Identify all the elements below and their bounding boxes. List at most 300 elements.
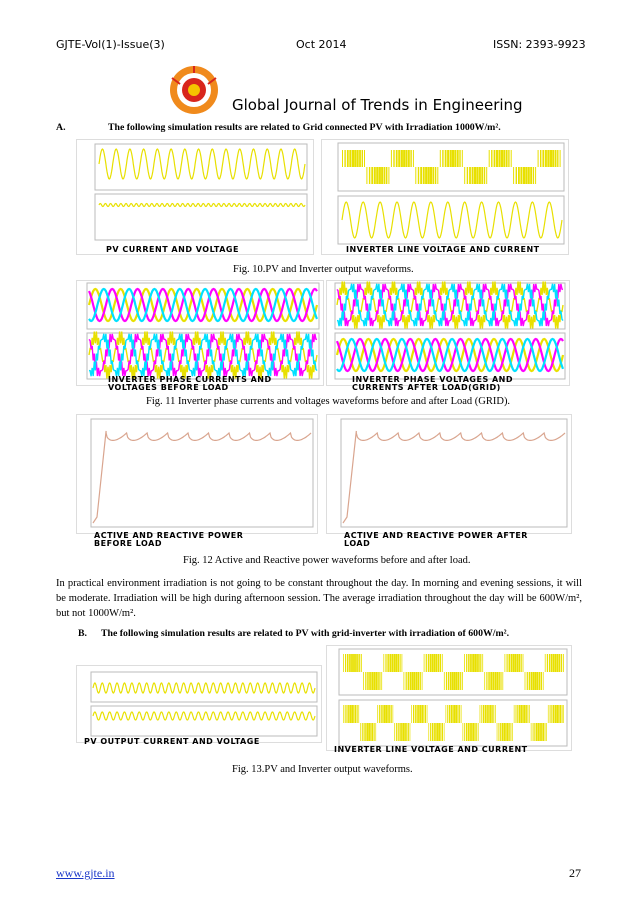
pwm-pulse bbox=[545, 654, 546, 672]
pwm-pulse bbox=[507, 723, 508, 741]
pwm-pulse bbox=[408, 150, 410, 167]
pwm-pulse bbox=[551, 654, 553, 672]
pwm-pulse bbox=[343, 705, 344, 723]
pwm-pulse bbox=[473, 723, 474, 741]
pwm-pulse bbox=[444, 672, 445, 690]
pwm-pulse bbox=[513, 167, 514, 184]
pwm-pulse bbox=[440, 654, 441, 672]
pwm-pulse bbox=[484, 672, 485, 690]
fig11-before-load-plot bbox=[76, 280, 324, 386]
pwm-pulse bbox=[486, 705, 488, 723]
footer-website-link[interactable]: www.gjte.in bbox=[56, 866, 115, 880]
fig11-after-svg bbox=[327, 281, 569, 385]
pwm-pulse bbox=[365, 723, 366, 741]
pwm-pulse bbox=[414, 672, 416, 690]
pwm-pulse bbox=[467, 167, 468, 184]
pwm-pulse bbox=[512, 723, 513, 741]
pwm-pulse bbox=[342, 150, 343, 167]
pwm-pulse bbox=[505, 723, 507, 741]
footer-page-number: 27 bbox=[569, 866, 581, 880]
fig12-right-label-2: LOAD bbox=[344, 539, 371, 548]
pwm-pulse bbox=[424, 654, 425, 672]
pwm-pulse bbox=[396, 150, 398, 167]
pwm-pulse bbox=[386, 167, 387, 184]
pwm-pulse bbox=[428, 167, 430, 184]
pwm-pulse bbox=[449, 705, 450, 723]
pwm-pulse bbox=[357, 654, 359, 672]
pwm-pulse bbox=[459, 705, 460, 723]
pwm-pulse bbox=[500, 672, 501, 690]
pwm-pulse bbox=[498, 150, 500, 167]
pwm-pulse bbox=[451, 705, 452, 723]
pwm-pulse bbox=[440, 723, 441, 741]
fig11-before-svg bbox=[77, 281, 323, 385]
pwm-pulse bbox=[450, 150, 452, 167]
pwm-pulse bbox=[533, 167, 534, 184]
header-volume: GJTE-Vol(1)-Issue(3) bbox=[56, 38, 165, 51]
pwm-pulse bbox=[496, 672, 498, 690]
pwm-pulse bbox=[435, 167, 436, 184]
pwm-pulse bbox=[367, 672, 369, 690]
pwm-pulse bbox=[492, 672, 494, 690]
pwm-pulse bbox=[353, 654, 355, 672]
fig13-right-label: INVERTER LINE VOLTAGE AND CURRENT bbox=[334, 745, 528, 754]
pwm-pulse bbox=[387, 654, 389, 672]
pwm-pulse bbox=[394, 654, 396, 672]
fig13-inverter-svg bbox=[327, 646, 571, 750]
pwm-pulse bbox=[510, 723, 511, 741]
pwm-pulse bbox=[408, 723, 409, 741]
pwm-pulse bbox=[349, 654, 351, 672]
pwm-pulse bbox=[406, 723, 407, 741]
pwm-pulse bbox=[481, 167, 483, 184]
pwm-pulse bbox=[352, 705, 354, 723]
fig12-after-load-plot bbox=[326, 414, 572, 534]
pwm-pulse bbox=[450, 672, 452, 690]
fig13-left-label: PV OUTPUT CURRENT AND VOLTAGE bbox=[84, 737, 260, 746]
pwm-pulse bbox=[560, 150, 561, 167]
pwm-pulse bbox=[398, 150, 400, 167]
pwm-pulse bbox=[379, 672, 380, 690]
pwm-pulse bbox=[543, 723, 544, 741]
pwm-pulse bbox=[557, 705, 559, 723]
pwm-pulse bbox=[529, 672, 531, 690]
pwm-pulse bbox=[438, 654, 440, 672]
pwm-pulse bbox=[415, 705, 416, 723]
pwm-pulse bbox=[533, 672, 535, 690]
pwm-pulse bbox=[557, 150, 558, 167]
pwm-pulse bbox=[531, 672, 533, 690]
pwm-pulse bbox=[502, 723, 503, 741]
pwm-pulse bbox=[547, 150, 549, 167]
pwm-pulse bbox=[463, 723, 464, 741]
fig12-before-svg bbox=[77, 415, 317, 533]
pwm-pulse bbox=[558, 705, 559, 723]
pwm-pulse bbox=[476, 723, 477, 741]
pwm-pulse bbox=[410, 723, 411, 741]
pwm-pulse bbox=[434, 723, 435, 741]
pwm-pulse bbox=[350, 705, 352, 723]
pwm-pulse bbox=[503, 150, 505, 167]
pwm-pulse bbox=[440, 150, 441, 167]
pwm-pulse bbox=[516, 705, 517, 723]
pwm-pulse bbox=[457, 150, 459, 167]
pwm-pulse bbox=[375, 723, 376, 741]
pwm-pulse bbox=[490, 672, 492, 690]
pwm-pulse bbox=[452, 672, 454, 690]
pwm-pulse bbox=[474, 654, 476, 672]
pwm-pulse bbox=[410, 150, 411, 167]
pwm-pulse bbox=[351, 654, 353, 672]
pwm-pulse bbox=[538, 150, 539, 167]
pwm-pulse bbox=[517, 705, 518, 723]
pwm-pulse bbox=[523, 654, 524, 672]
pwm-pulse bbox=[496, 150, 498, 167]
pwm-pulse bbox=[381, 167, 383, 184]
pwm-pulse bbox=[377, 672, 379, 690]
pwm-pulse bbox=[540, 150, 541, 167]
pwm-pulse bbox=[411, 705, 412, 723]
pwm-pulse bbox=[486, 672, 487, 690]
pwm-pulse bbox=[519, 705, 520, 723]
pwm-pulse bbox=[430, 654, 432, 672]
pwm-pulse bbox=[446, 705, 447, 723]
header-date: Oct 2014 bbox=[296, 38, 347, 51]
pwm-pulse bbox=[452, 705, 454, 723]
pwm-pulse bbox=[504, 723, 506, 741]
pwm-pulse bbox=[502, 672, 503, 690]
pwm-pulse bbox=[439, 723, 440, 741]
pwm-pulse bbox=[357, 150, 359, 167]
pwm-pulse bbox=[523, 167, 525, 184]
pwm-pulse bbox=[404, 672, 405, 690]
pwm-pulse bbox=[464, 654, 465, 672]
pwm-pulse bbox=[539, 723, 541, 741]
pwm-pulse bbox=[518, 167, 520, 184]
pwm-pulse bbox=[456, 705, 457, 723]
pwm-pulse bbox=[462, 150, 463, 167]
pwm-pulse bbox=[509, 654, 511, 672]
pwm-pulse bbox=[524, 705, 525, 723]
pwm-pulse bbox=[348, 705, 349, 723]
pwm-pulse bbox=[374, 167, 376, 184]
pwm-pulse bbox=[400, 654, 401, 672]
pwm-pulse bbox=[375, 672, 377, 690]
pwm-pulse bbox=[416, 672, 418, 690]
pwm-pulse bbox=[511, 150, 512, 167]
pwm-pulse bbox=[459, 150, 460, 167]
pwm-pulse bbox=[539, 672, 541, 690]
pwm-pulse bbox=[497, 723, 498, 741]
pwm-pulse bbox=[362, 723, 363, 741]
pwm-pulse bbox=[349, 150, 351, 167]
pwm-pulse bbox=[432, 723, 433, 741]
fig10-left-label: PV CURRENT AND VOLTAGE bbox=[106, 245, 239, 254]
pwm-pulse bbox=[462, 672, 463, 690]
pwm-pulse bbox=[454, 672, 456, 690]
pwm-pulse bbox=[491, 150, 492, 167]
pwm-pulse bbox=[531, 723, 532, 741]
pwm-pulse bbox=[536, 723, 537, 741]
fig12-left-label-1: ACTIVE AND REACTIVE POWER bbox=[94, 531, 244, 540]
pwm-pulse bbox=[423, 167, 425, 184]
pwm-pulse bbox=[550, 150, 552, 167]
pwm-pulse bbox=[426, 654, 427, 672]
pwm-pulse bbox=[381, 705, 382, 723]
pwm-pulse bbox=[398, 654, 400, 672]
pwm-pulse bbox=[435, 723, 437, 741]
fig12-left-label-2: BEFORE LOAD bbox=[94, 539, 162, 548]
pwm-pulse bbox=[454, 705, 456, 723]
pwm-pulse bbox=[372, 723, 373, 741]
pwm-pulse bbox=[529, 705, 530, 723]
pwm-pulse bbox=[402, 654, 403, 672]
pwm-pulse bbox=[456, 672, 458, 690]
fig10-pv-voltage-wave bbox=[99, 204, 305, 207]
pwm-pulse bbox=[522, 705, 524, 723]
pwm-pulse bbox=[527, 705, 528, 723]
pwm-pulse bbox=[511, 654, 513, 672]
pwm-pulse bbox=[541, 723, 542, 741]
pwm-pulse bbox=[516, 167, 517, 184]
pwm-pulse bbox=[484, 167, 485, 184]
pwm-pulse bbox=[479, 167, 481, 184]
journal-title: Global Journal of Trends in Engineering bbox=[232, 96, 523, 114]
fig11-left-label-2: VOLTAGES BEFORE LOAD bbox=[108, 383, 229, 392]
pwm-pulse bbox=[476, 654, 478, 672]
fig13-caption: Fig. 13.PV and Inverter output waveforms. bbox=[232, 764, 413, 775]
pwm-pulse bbox=[347, 150, 349, 167]
pwm-pulse bbox=[561, 654, 562, 672]
pwm-pulse bbox=[359, 654, 360, 672]
pwm-pulse bbox=[541, 672, 542, 690]
pwm-pulse bbox=[525, 167, 527, 184]
pwm-pulse bbox=[367, 723, 369, 741]
pwm-pulse bbox=[343, 654, 344, 672]
pwm-pulse bbox=[520, 167, 522, 184]
pwm-pulse bbox=[430, 167, 432, 184]
pwm-pulse bbox=[505, 654, 506, 672]
pwm-pulse bbox=[509, 723, 510, 741]
pwm-pulse bbox=[442, 150, 443, 167]
pwm-pulse bbox=[454, 150, 456, 167]
pwm-pulse bbox=[471, 723, 473, 741]
pwm-pulse bbox=[548, 705, 549, 723]
pwm-pulse bbox=[446, 672, 447, 690]
pwm-pulse bbox=[401, 723, 403, 741]
pwm-pulse bbox=[481, 705, 482, 723]
pwm-pulse bbox=[355, 705, 356, 723]
pwm-pulse bbox=[535, 167, 536, 184]
pwm-pulse bbox=[371, 167, 373, 184]
pwm-pulse bbox=[530, 167, 532, 184]
pwm-pulse bbox=[458, 672, 460, 690]
pwm-pulse bbox=[432, 654, 434, 672]
pwm-pulse bbox=[559, 654, 561, 672]
pwm-pulse bbox=[464, 723, 465, 741]
section-a-marker: A. bbox=[56, 122, 66, 133]
fig12-before-load-plot bbox=[76, 414, 318, 534]
pwm-pulse bbox=[483, 705, 484, 723]
pwm-pulse bbox=[490, 705, 491, 723]
pwm-pulse bbox=[394, 723, 395, 741]
pwm-pulse bbox=[498, 723, 499, 741]
fig13-inverter-plot bbox=[326, 645, 572, 751]
pwm-pulse bbox=[472, 654, 474, 672]
pwm-pulse bbox=[379, 705, 380, 723]
pwm-pulse bbox=[553, 705, 554, 723]
pwm-pulse bbox=[427, 705, 428, 723]
pwm-pulse bbox=[381, 672, 382, 690]
pwm-pulse bbox=[515, 654, 517, 672]
pwm-pulse bbox=[468, 654, 470, 672]
pwm-pulse bbox=[545, 150, 547, 167]
pwm-pulse bbox=[366, 167, 367, 184]
pwm-pulse bbox=[345, 654, 346, 672]
pwm-pulse bbox=[364, 723, 365, 741]
pwm-pulse bbox=[521, 654, 522, 672]
pwm-pulse bbox=[553, 654, 555, 672]
pwm-pulse bbox=[545, 723, 546, 741]
pwm-pulse bbox=[369, 723, 371, 741]
pwm-pulse bbox=[377, 705, 378, 723]
pwm-pulse bbox=[489, 150, 490, 167]
pwm-pulse bbox=[525, 672, 526, 690]
header-issn: ISSN: 2393-9923 bbox=[493, 38, 586, 51]
pwm-pulse bbox=[425, 705, 426, 723]
pwm-pulse bbox=[475, 723, 476, 741]
pwm-pulse bbox=[508, 150, 509, 167]
pwm-pulse bbox=[347, 654, 349, 672]
pwm-pulse bbox=[415, 167, 416, 184]
pwm-pulse bbox=[370, 723, 371, 741]
fig13-pv-plot bbox=[76, 665, 322, 743]
pwm-pulse bbox=[385, 654, 386, 672]
pwm-pulse bbox=[384, 167, 386, 184]
pwm-pulse bbox=[528, 167, 530, 184]
pwm-pulse bbox=[521, 705, 523, 723]
pwm-pulse bbox=[388, 167, 389, 184]
pwm-pulse bbox=[413, 150, 414, 167]
pwm-pulse bbox=[432, 167, 434, 184]
pwm-pulse bbox=[436, 654, 438, 672]
pwm-pulse bbox=[442, 654, 443, 672]
pwm-pulse bbox=[423, 705, 424, 723]
pwm-pulse bbox=[353, 705, 354, 723]
pwm-pulse bbox=[418, 167, 419, 184]
pwm-pulse bbox=[434, 654, 436, 672]
pwm-pulse bbox=[468, 723, 469, 741]
pwm-pulse bbox=[391, 150, 392, 167]
pwm-pulse bbox=[355, 654, 357, 672]
pwm-pulse bbox=[469, 167, 471, 184]
pwm-pulse bbox=[418, 705, 420, 723]
pwm-pulse bbox=[383, 654, 384, 672]
pwm-pulse bbox=[354, 150, 356, 167]
fig12-right-label-1: ACTIVE AND REACTIVE POWER AFTER bbox=[344, 531, 528, 540]
pwm-pulse bbox=[357, 705, 358, 723]
pwm-pulse bbox=[374, 723, 375, 741]
pwm-pulse bbox=[464, 167, 465, 184]
pwm-pulse bbox=[359, 150, 361, 167]
pwm-pulse bbox=[448, 672, 450, 690]
pwm-pulse bbox=[557, 654, 559, 672]
fig11-right-label-2: CURRENTS AFTER LOAD(GRID) bbox=[352, 383, 501, 392]
pwm-pulse bbox=[364, 150, 365, 167]
pwm-pulse bbox=[437, 723, 439, 741]
pwm-pulse bbox=[371, 672, 373, 690]
pwm-pulse bbox=[352, 150, 354, 167]
pwm-pulse bbox=[452, 150, 454, 167]
section-b-marker: B. bbox=[78, 628, 87, 639]
pwm-pulse bbox=[399, 723, 400, 741]
fig12-after-svg bbox=[327, 415, 571, 533]
pwm-pulse bbox=[418, 672, 420, 690]
pwm-pulse bbox=[527, 672, 528, 690]
pwm-pulse bbox=[482, 654, 483, 672]
pwm-pulse bbox=[391, 705, 392, 723]
pwm-pulse bbox=[461, 705, 462, 723]
pwm-pulse bbox=[444, 723, 445, 741]
pwm-pulse bbox=[403, 150, 405, 167]
pwm-pulse bbox=[494, 672, 496, 690]
pwm-pulse bbox=[447, 150, 449, 167]
pwm-pulse bbox=[387, 705, 388, 723]
pwm-pulse bbox=[369, 672, 371, 690]
pwm-pulse bbox=[542, 150, 544, 167]
pwm-pulse bbox=[363, 672, 364, 690]
pwm-pulse bbox=[445, 150, 447, 167]
pwm-pulse bbox=[472, 167, 474, 184]
pwm-pulse bbox=[470, 654, 472, 672]
pwm-pulse bbox=[406, 672, 407, 690]
pwm-pulse bbox=[480, 705, 481, 723]
pwm-pulse bbox=[498, 672, 500, 690]
fig10-inverter-plot bbox=[321, 139, 569, 255]
pwm-pulse bbox=[389, 654, 391, 672]
fig12-caption: Fig. 12 Active and Reactive power waveforms before and after load. bbox=[183, 555, 471, 566]
pwm-pulse bbox=[412, 672, 414, 690]
pwm-pulse bbox=[396, 654, 398, 672]
pwm-pulse bbox=[563, 654, 564, 672]
pwm-pulse bbox=[393, 705, 394, 723]
pwm-pulse bbox=[398, 723, 399, 741]
journal-logo bbox=[164, 64, 224, 116]
pwm-pulse bbox=[476, 167, 478, 184]
pwm-pulse bbox=[425, 167, 427, 184]
fig11-left-label-1: INVERTER PHASE CURRENTS AND bbox=[108, 375, 272, 384]
pwm-pulse bbox=[513, 654, 515, 672]
fig10-inverter-svg bbox=[322, 140, 568, 254]
pwm-pulse bbox=[519, 654, 521, 672]
pwm-pulse bbox=[494, 150, 496, 167]
pwm-pulse bbox=[422, 705, 423, 723]
pwm-pulse bbox=[447, 705, 448, 723]
pwm-pulse bbox=[555, 705, 557, 723]
pwm-pulse bbox=[346, 705, 347, 723]
pwm-pulse bbox=[495, 705, 496, 723]
pwm-pulse bbox=[391, 654, 393, 672]
pwm-pulse bbox=[405, 723, 406, 741]
pwm-pulse bbox=[430, 723, 431, 741]
pwm-pulse bbox=[401, 150, 403, 167]
pwm-pulse bbox=[413, 705, 414, 723]
pwm-pulse bbox=[550, 705, 551, 723]
pwm-pulse bbox=[386, 705, 388, 723]
pwm-pulse bbox=[501, 150, 503, 167]
pwm-pulse bbox=[506, 150, 508, 167]
pwm-pulse bbox=[420, 672, 421, 690]
